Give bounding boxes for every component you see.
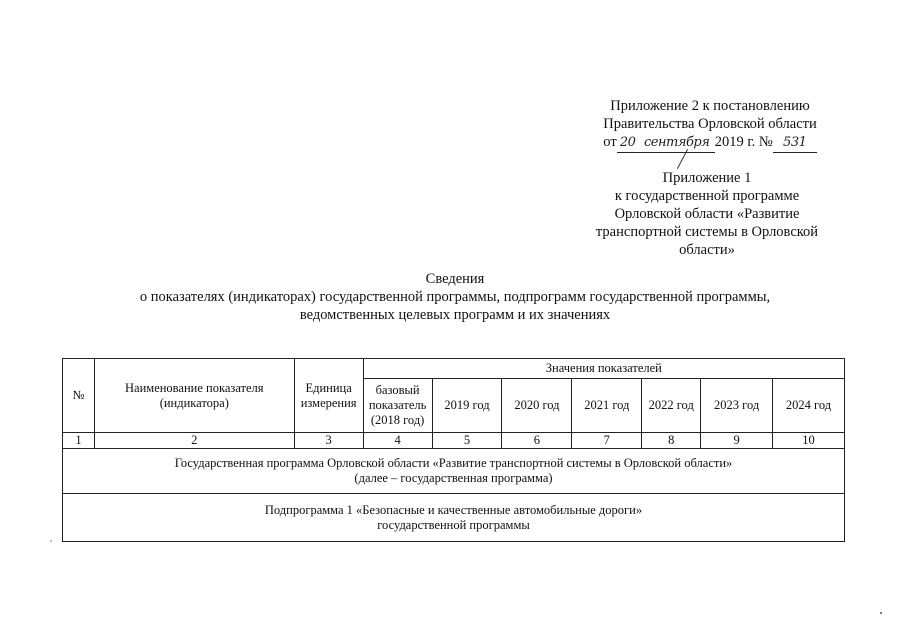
column-number: 3 [294,433,363,449]
approval-appendix-block [560,97,860,153]
subprogram-note: государственной программы [377,517,530,532]
column-number: 1 [63,433,95,449]
program-section-title: Государственная программа Орловской области «Развитие транспортной системы в Орловской области» [174,456,733,470]
column-number: 10 [773,433,845,449]
column-number: 4 [363,433,432,449]
program-section-row [63,449,845,494]
column-header-year: 2022 год [642,379,701,433]
column-header-year: 2024 год [773,379,845,433]
heading-title: Сведения [425,271,485,287]
column-number-row [63,433,845,449]
appendix-2-government: Правительства Орловской области [603,116,817,132]
column-group-indicator-values: Значения показателей [363,359,844,379]
column-number: 9 [701,433,773,449]
handwritten-day: 20 [617,134,639,153]
column-number: 2 [94,433,294,449]
handwritten-month: сентября [639,134,715,153]
column-header-indicator-name: Наименование показателя (индикатора) [94,359,294,433]
column-header-base-value: базовый показатель (2018 год) [363,379,432,433]
column-header-year: 2019 год [432,379,502,433]
subprogram-title: Подпрограмма 1 «Безопасные и качественные автомобильные дороги» [264,502,643,517]
program-section-cell [63,449,845,494]
date-prefix: от [603,134,617,150]
appendix-2-title: Приложение 2 к постановлению [610,98,810,114]
column-header-year: 2020 год [502,379,572,433]
column-header-year: 2021 год [572,379,642,433]
column-number: 7 [572,433,642,449]
heading-subtitle-line1: о показателях (индикаторах) государственной программы, подпрограмм государственной программы, [139,289,771,305]
program-section-note: (далее – государственная программа) [354,471,553,485]
document-heading [60,270,850,324]
column-number: 8 [642,433,701,449]
scan-speck [50,540,52,542]
appendix-1-line4: транспортной системы в Орловской [595,224,819,240]
appendix-1-line3: Орловской области «Развитие [614,206,800,222]
indicators-table [62,358,845,542]
program-appendix-block [572,169,842,259]
column-header-unit: Единица измерения [294,359,363,433]
column-number: 6 [502,433,572,449]
appendix-1-line2: к государственной программе [614,188,800,204]
subprogram-cell [63,494,845,542]
resolution-date-line [560,133,860,153]
column-header-number: № [63,359,95,433]
handwritten-number: 531 [773,134,817,153]
appendix-1-line5: области» [679,242,735,258]
table-header-row [63,359,845,379]
appendix-1-title: Приложение 1 [662,170,752,186]
scan-speck [880,612,882,614]
column-header-year: 2023 год [701,379,773,433]
date-year-label: 2019 г. № [714,134,773,150]
column-number: 5 [432,433,502,449]
heading-subtitle-line2: ведомственных целевых программ и их значениях [299,307,611,323]
subprogram-row [63,494,845,542]
